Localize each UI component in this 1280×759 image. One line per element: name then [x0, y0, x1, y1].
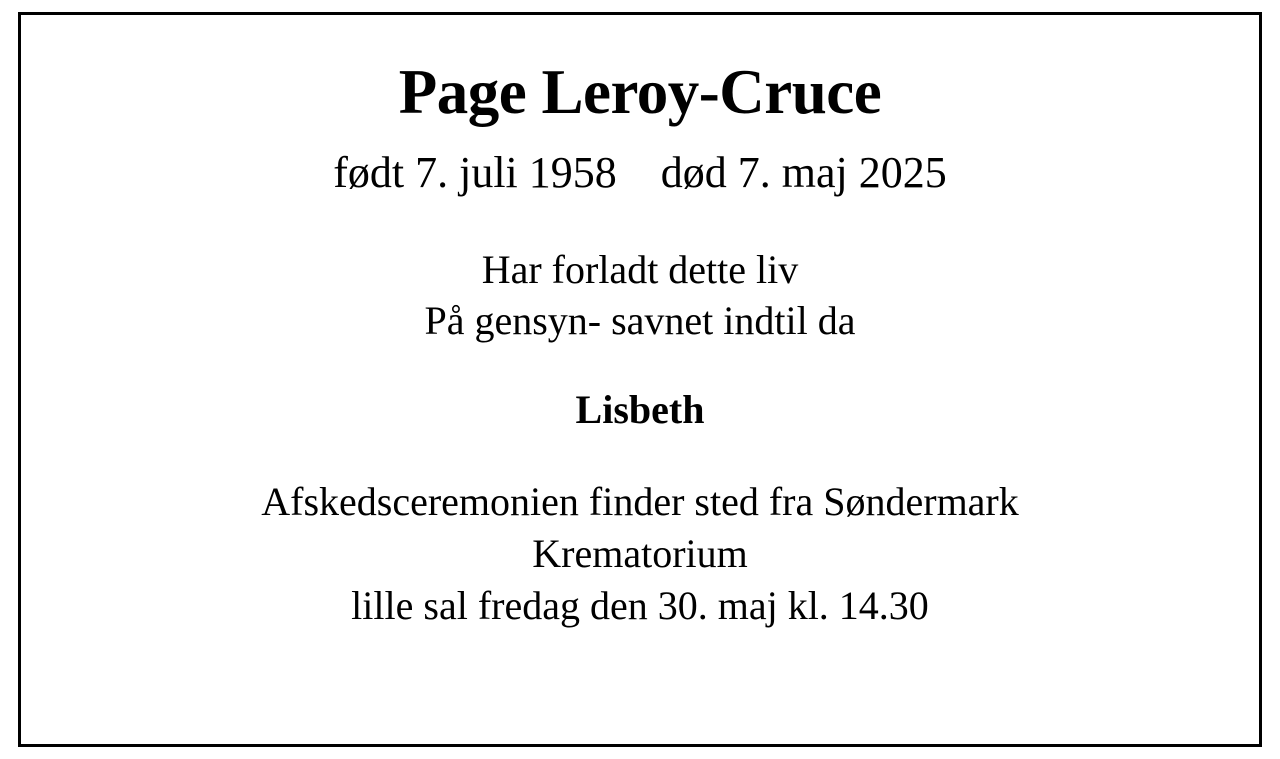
obituary-content: [21, 15, 1259, 744]
ceremony-info: [81, 476, 1199, 632]
ceremony-info-line: Afskedsceremonien finder sted fra Søndermark: [261, 478, 1019, 524]
ceremony-info-line: Krematorium: [532, 530, 748, 576]
obituary-notice-frame: [18, 12, 1262, 747]
ceremony-info-line: lille sal fredag den 30. maj kl. 14.30: [351, 582, 929, 628]
farewell-verse-line: Har forladt dette liv: [481, 246, 799, 292]
farewell-verse-line: På gensyn- savnet indtil da: [424, 297, 856, 343]
survivor-name: Lisbeth: [575, 386, 705, 432]
life-dates: født 7. juli 1958 død 7. maj 2025: [333, 148, 947, 198]
deceased-name: Page Leroy-Cruce: [398, 57, 882, 127]
farewell-verse: [81, 244, 1199, 346]
